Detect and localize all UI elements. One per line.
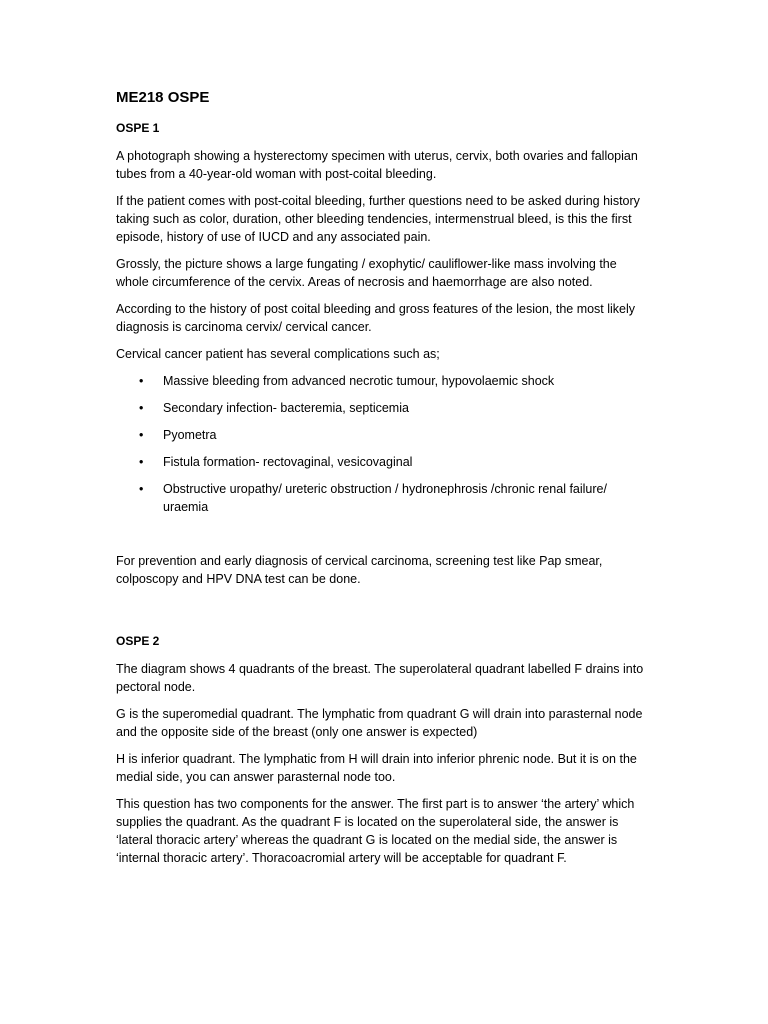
- bullet-icon: •: [139, 374, 144, 388]
- list-item: [116, 399, 652, 417]
- ospe1-paragraph-3: Grossly, the picture shows a large fungating / exophytic/ cauliflower-like mass involving the whole circumference of the cervix. Areas of necrosis and haemorrhage are also noted.: [116, 257, 617, 289]
- bullet-icon: •: [139, 401, 144, 415]
- ospe2-paragraph-3: H is inferior quadrant. The lymphatic from H will drain into inferior phrenic node. But it is on the medial side, you can answer parasternal node too.: [116, 752, 637, 784]
- bullet-icon: •: [139, 428, 144, 442]
- ospe1-paragraph-1: A photograph showing a hysterectomy specimen with uterus, cervix, both ovaries and fallopian tubes from a 40-year-old woman with post-coital bleeding.: [116, 149, 638, 181]
- complications-list: [116, 372, 652, 516]
- ospe2-paragraph-4: This question has two components for the answer. The first part is to answer ‘the artery’ which supplies the quadrant. As the quadrant F is located on the superolateral side, the answer is ‘lateral thoracic artery’ whereas the quadrant G is located on the medial side, the answer is ‘internal thoracic artery’. Thoracoacromial artery will be acceptable for quadrant F.: [116, 797, 635, 865]
- document-page: [116, 88, 652, 876]
- bullet-icon: •: [139, 482, 144, 496]
- ospe1-paragraph-4: According to the history of post coital bleeding and gross features of the lesion, the most likely diagnosis is carcinoma cervix/ cervical cancer.: [116, 302, 636, 334]
- ospe1-prevention-paragraph: For prevention and early diagnosis of cervical carcinoma, screening test like Pap smear, colposcopy and HPV DNA test can be done.: [116, 554, 603, 586]
- list-item: [116, 453, 652, 471]
- list-item-text: Massive bleeding from advanced necrotic tumour, hypovolaemic shock: [163, 374, 555, 388]
- ospe1-paragraph-2: If the patient comes with post-coital bleeding, further questions need to be asked during history taking such as color, duration, other bleeding tendencies, intermenstrual bleed, is this the first episode, history of use of IUCD and any associated pain.: [116, 194, 640, 244]
- section-heading-ospe1: OSPE 1: [116, 121, 160, 135]
- document-title: ME218 OSPE: [116, 89, 210, 106]
- ospe2-paragraph-1: The diagram shows 4 quadrants of the breast. The superolateral quadrant labelled F drains into pectoral node.: [116, 662, 644, 694]
- ospe1-paragraph-5: Cervical cancer patient has several complications such as;: [116, 347, 440, 361]
- spacer: [116, 597, 652, 633]
- list-item-text: Pyometra: [163, 428, 217, 442]
- bullet-icon: •: [139, 455, 144, 469]
- ospe2-paragraph-2: G is the superomedial quadrant. The lymphatic from quadrant G will drain into parasternal node and the opposite side of the breast (only one answer is expected): [116, 707, 643, 739]
- section-heading-ospe2: OSPE 2: [116, 634, 160, 648]
- list-item: [116, 372, 652, 390]
- list-item-text: Secondary infection- bacteremia, septicemia: [163, 401, 409, 415]
- list-item: [116, 426, 652, 444]
- spacer: [116, 525, 652, 552]
- list-item-text: Obstructive uropathy/ ureteric obstruction / hydronephrosis /chronic renal failure/ uraemia: [163, 482, 607, 514]
- list-item-text: Fistula formation- rectovaginal, vesicovaginal: [163, 455, 413, 469]
- list-item: [116, 480, 652, 516]
